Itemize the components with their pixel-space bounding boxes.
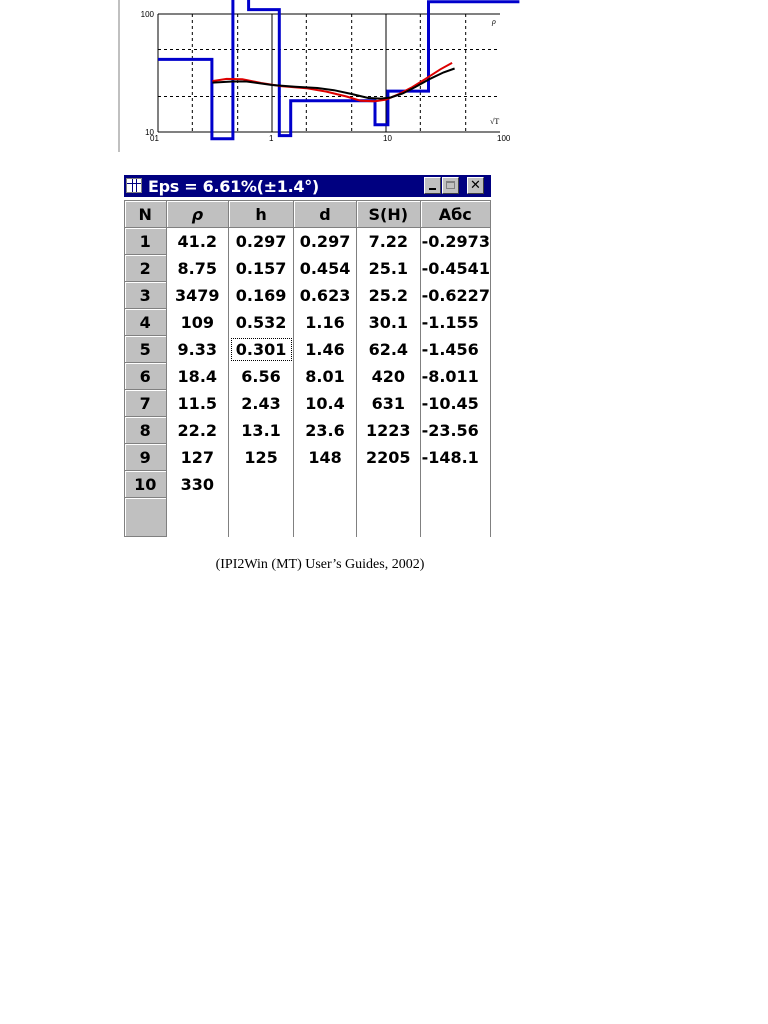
table-cell[interactable]: 148 [294,444,357,471]
table-cell[interactable]: -0.2973 [420,228,490,255]
window-titlebar[interactable] [124,175,491,197]
table-icon [126,178,142,193]
table-body [125,228,491,537]
x-tick-label: 1 [269,134,274,143]
plot-grid [158,14,500,132]
table-row [125,309,491,336]
row-number-cell[interactable] [125,498,167,537]
table-cell[interactable]: 0.532 [229,309,294,336]
column-header-s[interactable]: S(H) [357,201,421,228]
table-cell[interactable]: 25.2 [357,282,421,309]
column-header-d[interactable]: d [294,201,357,228]
row-number-cell[interactable]: 10 [125,471,167,498]
row-number-cell[interactable]: 7 [125,390,167,417]
minimize-button[interactable] [424,177,441,194]
table-cell[interactable] [229,471,294,498]
table-cell[interactable]: 6.56 [229,363,294,390]
table-cell[interactable]: 13.1 [229,417,294,444]
x-tick-label: 10 [383,134,392,143]
table-cell[interactable]: 0.157 [229,255,294,282]
row-number-cell[interactable]: 8 [125,417,167,444]
plot-frame [119,0,500,152]
table-cell[interactable]: 0.169 [229,282,294,309]
minimize-icon [429,188,436,190]
table-cell[interactable]: 0.454 [294,255,357,282]
table-cell[interactable]: -10.45 [420,390,490,417]
layer-table [124,200,491,537]
table-cell[interactable]: -1.155 [420,309,490,336]
table-cell[interactable]: -8.011 [420,363,490,390]
column-header-rho[interactable]: ρ [166,201,229,228]
table-cell[interactable]: 9.33 [166,336,229,363]
table-cell[interactable]: 1223 [357,417,421,444]
window-title: Eps = 6.61%(±1.4°) [148,177,319,196]
x-tick-label: 01 [150,134,159,143]
table-cell[interactable]: 11.5 [166,390,229,417]
table-row [125,282,491,309]
table-cell[interactable] [357,471,421,498]
table-cell[interactable]: -0.4541 [420,255,490,282]
table-cell[interactable]: -1.456 [420,336,490,363]
table-cell[interactable]: 1.46 [294,336,357,363]
table-cell[interactable]: 18.4 [166,363,229,390]
row-number-cell[interactable]: 1 [125,228,167,255]
table-cell[interactable]: 22.2 [166,417,229,444]
empty-row [125,498,491,537]
table-cell[interactable]: 1.16 [294,309,357,336]
row-number-cell[interactable]: 6 [125,363,167,390]
row-number-cell[interactable]: 5 [125,336,167,363]
table-cell[interactable]: 62.4 [357,336,421,363]
resistivity-sounding-chart [118,0,511,152]
table-cell[interactable] [166,498,229,537]
table-cell[interactable] [357,498,421,537]
corner-label-bottom: √T [490,117,500,126]
table-cell[interactable] [420,471,490,498]
table-cell[interactable]: 0.297 [229,228,294,255]
column-header-n[interactable]: N [125,201,167,228]
table-cell[interactable]: 3479 [166,282,229,309]
table-cell[interactable]: -0.6227 [420,282,490,309]
table-cell[interactable]: -148.1 [420,444,490,471]
table-row [125,336,491,363]
table-cell[interactable]: 330 [166,471,229,498]
close-button[interactable] [467,177,484,194]
table-cell[interactable]: 631 [357,390,421,417]
row-number-cell[interactable]: 2 [125,255,167,282]
table-cell[interactable]: 125 [229,444,294,471]
table-cell[interactable]: 0.301 [229,336,294,363]
table-cell[interactable]: -23.56 [420,417,490,444]
table-row [125,471,491,498]
table-cell[interactable]: 10.4 [294,390,357,417]
table-row [125,417,491,444]
x-tick-label: 100 [497,134,511,143]
table-cell[interactable] [294,471,357,498]
table-cell[interactable]: 127 [166,444,229,471]
table-row [125,390,491,417]
table-cell[interactable] [229,498,294,537]
table-cell[interactable]: 30.1 [357,309,421,336]
plot-labels [141,10,511,143]
row-number-cell[interactable]: 4 [125,309,167,336]
column-header-h[interactable]: h [229,201,294,228]
maximize-button[interactable] [442,177,459,194]
table-cell[interactable]: 41.2 [166,228,229,255]
table-cell[interactable]: 109 [166,309,229,336]
column-header-abs[interactable]: Абс [420,201,490,228]
table-row [125,228,491,255]
table-cell[interactable] [420,498,490,537]
row-number-cell[interactable]: 3 [125,282,167,309]
layer-table-window [124,175,491,516]
table-cell[interactable]: 7.22 [357,228,421,255]
table-cell[interactable]: 0.623 [294,282,357,309]
maximize-icon [446,181,455,189]
y-tick-label: 100 [140,10,154,19]
table-cell[interactable] [294,498,357,537]
row-number-cell[interactable]: 9 [125,444,167,471]
table-cell[interactable]: 0.297 [294,228,357,255]
table-row [125,363,491,390]
table-header-row [125,201,491,228]
figure-caption: (IPI2Win (MT) User’s Guides, 2002) [215,557,425,572]
table-row [125,255,491,282]
table-cell[interactable]: 8.01 [294,363,357,390]
table-cell[interactable]: 25.1 [357,255,421,282]
table-cell[interactable]: 420 [357,363,421,390]
table-cell[interactable]: 23.6 [294,417,357,444]
close-icon: ✕ [470,178,481,193]
table-row [125,444,491,471]
y-tick-label: 10 [145,128,154,137]
table-cell[interactable]: 8.75 [166,255,229,282]
table-cell[interactable]: 2205 [357,444,421,471]
corner-label-top: ρ [492,17,496,26]
table-cell[interactable]: 2.43 [229,390,294,417]
